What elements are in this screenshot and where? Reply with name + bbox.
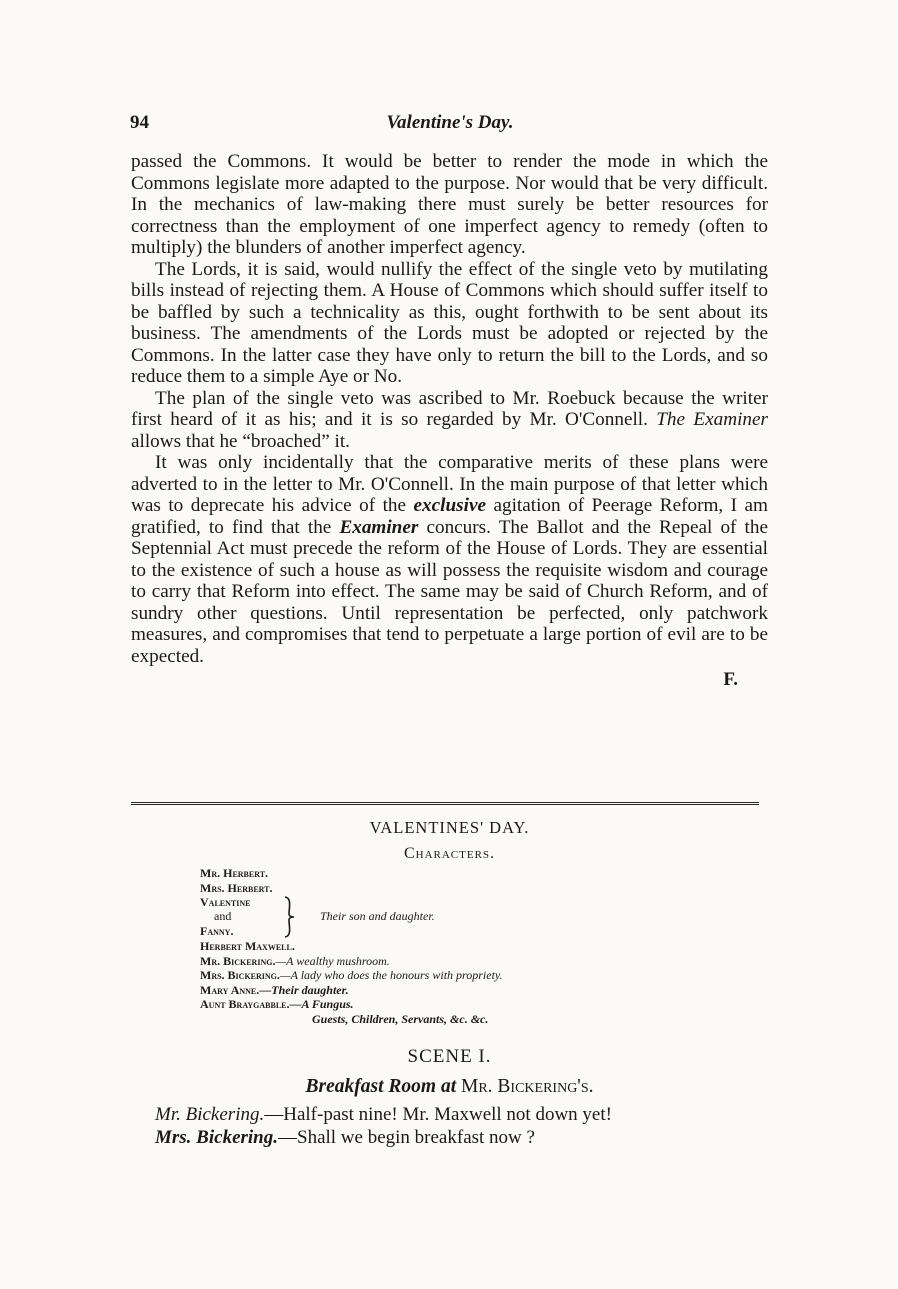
- paragraph: The Lords, it is said, would nullify the effect of the single veto by mutilating bills instead of rejecting them. A House of Commons which should suffer itself to be baffled by such a technicality as this, ought forthwith to be sent about its business. The amendments of the Lords must be adopted or rejected by the Commons. In the latter case they have only to return the bill to the Lords, and so reduce them to a simple Aye or No.: [131, 258, 768, 387]
- spoken-text: —Half-past nine! Mr. Maxwell not down yet!: [264, 1104, 612, 1125]
- characters-heading: Characters.: [403, 845, 496, 862]
- character-name: Valentine: [200, 895, 251, 909]
- cast-entry: [200, 997, 700, 1012]
- essay-text: [131, 151, 768, 691]
- cast-entry: [200, 983, 700, 998]
- character-description: —Their daughter.: [259, 982, 349, 997]
- brace-icon: [282, 896, 296, 938]
- cast-entry: [200, 968, 700, 983]
- dialogue-line: [131, 1104, 768, 1127]
- cast-entry: [200, 954, 700, 969]
- character-description: Their son and daughter.: [320, 909, 435, 923]
- emphasis: exclusive: [413, 495, 486, 516]
- setting-location: Mr. Bickering's.: [460, 1076, 594, 1097]
- character-name: Fanny.: [200, 924, 234, 938]
- paragraph: [131, 452, 768, 667]
- cast-entry-group: [200, 895, 700, 939]
- author-signature: F.: [723, 669, 738, 690]
- play-title: VALENTINES' DAY.: [369, 818, 530, 837]
- scene-setting: [131, 1076, 768, 1098]
- character-name: Mary Anne.: [200, 982, 260, 997]
- cast-entry: [200, 939, 700, 954]
- periodical-title: Examiner: [339, 516, 419, 538]
- character-name: Mr. Bickering.: [200, 953, 276, 968]
- paragraph-text: It was only incidentally that the comparative merits of these plans were adverted to in the letter to Mr. O'Connell. In the main purpose of that letter which was to deprecate his advice of the: [131, 452, 768, 516]
- dialogue: [131, 1104, 768, 1149]
- character-name: Mrs. Herbert.: [200, 880, 273, 895]
- paragraph-text: agitation of Peerage Reform, I am gratified, to find that the: [131, 495, 768, 538]
- running-head: [130, 112, 770, 142]
- character-name: Mr. Herbert.: [200, 866, 269, 880]
- dialogue-line: [131, 1127, 768, 1150]
- periodical-title: The Examiner: [656, 409, 768, 430]
- speaker-name: Mrs. Bickering.: [155, 1126, 278, 1148]
- character-description: —A Fungus.: [289, 997, 354, 1011]
- setting-text: Breakfast Room at: [305, 1076, 457, 1097]
- section-divider: [131, 802, 759, 805]
- running-title: Valentine's Day.: [386, 112, 514, 133]
- character-name: Herbert Maxwell.: [200, 939, 295, 953]
- character-name: Aunt Braygabble.: [200, 997, 290, 1011]
- paragraph-text: allows that he “broached” it.: [131, 430, 350, 452]
- dramatis-personae: [200, 866, 700, 1026]
- character-description: —A lady who does the honours with propriety.: [279, 968, 503, 982]
- spoken-text: —Shall we begin breakfast now ?: [278, 1126, 535, 1148]
- paragraph-text: The plan of the single veto was ascribed to Mr. Roebuck because the writer first heard of it as his; and it is so regarded by Mr. O'Connell.: [131, 387, 768, 430]
- paragraph-text: concurs. The Ballot and the Repeal of the Septennial Act must precede the reform of the House of Lords. They are essential to the existence of such a house as will possess the requisite wisdom and courage to carry that Reform into effect. The same may be said of Church Reform, and of sundry other questions. Until representation be perfected, only patchwork measures, and compromises that tend to perpetuate a large portion of evil are to be expected.: [131, 516, 768, 667]
- cast-entry: [200, 881, 700, 896]
- character-name: Mrs. Bickering.: [200, 968, 280, 982]
- cast-entry: [200, 866, 700, 881]
- scene-heading: SCENE I.: [407, 1046, 492, 1067]
- paragraph: passed the Commons. It would be better to render the mode in which the Commons legislate more adapted to the purpose. Nor would that be very difficult. In the mechanics of law-making there must surely be better resources for correctness than the employment of one imperfect agency to remedy (often to multiply) the blunders of another imperfect agency.: [131, 151, 768, 258]
- paragraph: [131, 388, 768, 453]
- page-number: 94: [130, 112, 149, 133]
- speaker-name: Mr. Bickering.: [155, 1104, 265, 1125]
- cast-extras: Guests, Children, Servants, &c. &c.: [312, 1011, 489, 1026]
- conjunction: and: [214, 909, 232, 923]
- character-description: —A wealthy mushroom.: [275, 953, 390, 968]
